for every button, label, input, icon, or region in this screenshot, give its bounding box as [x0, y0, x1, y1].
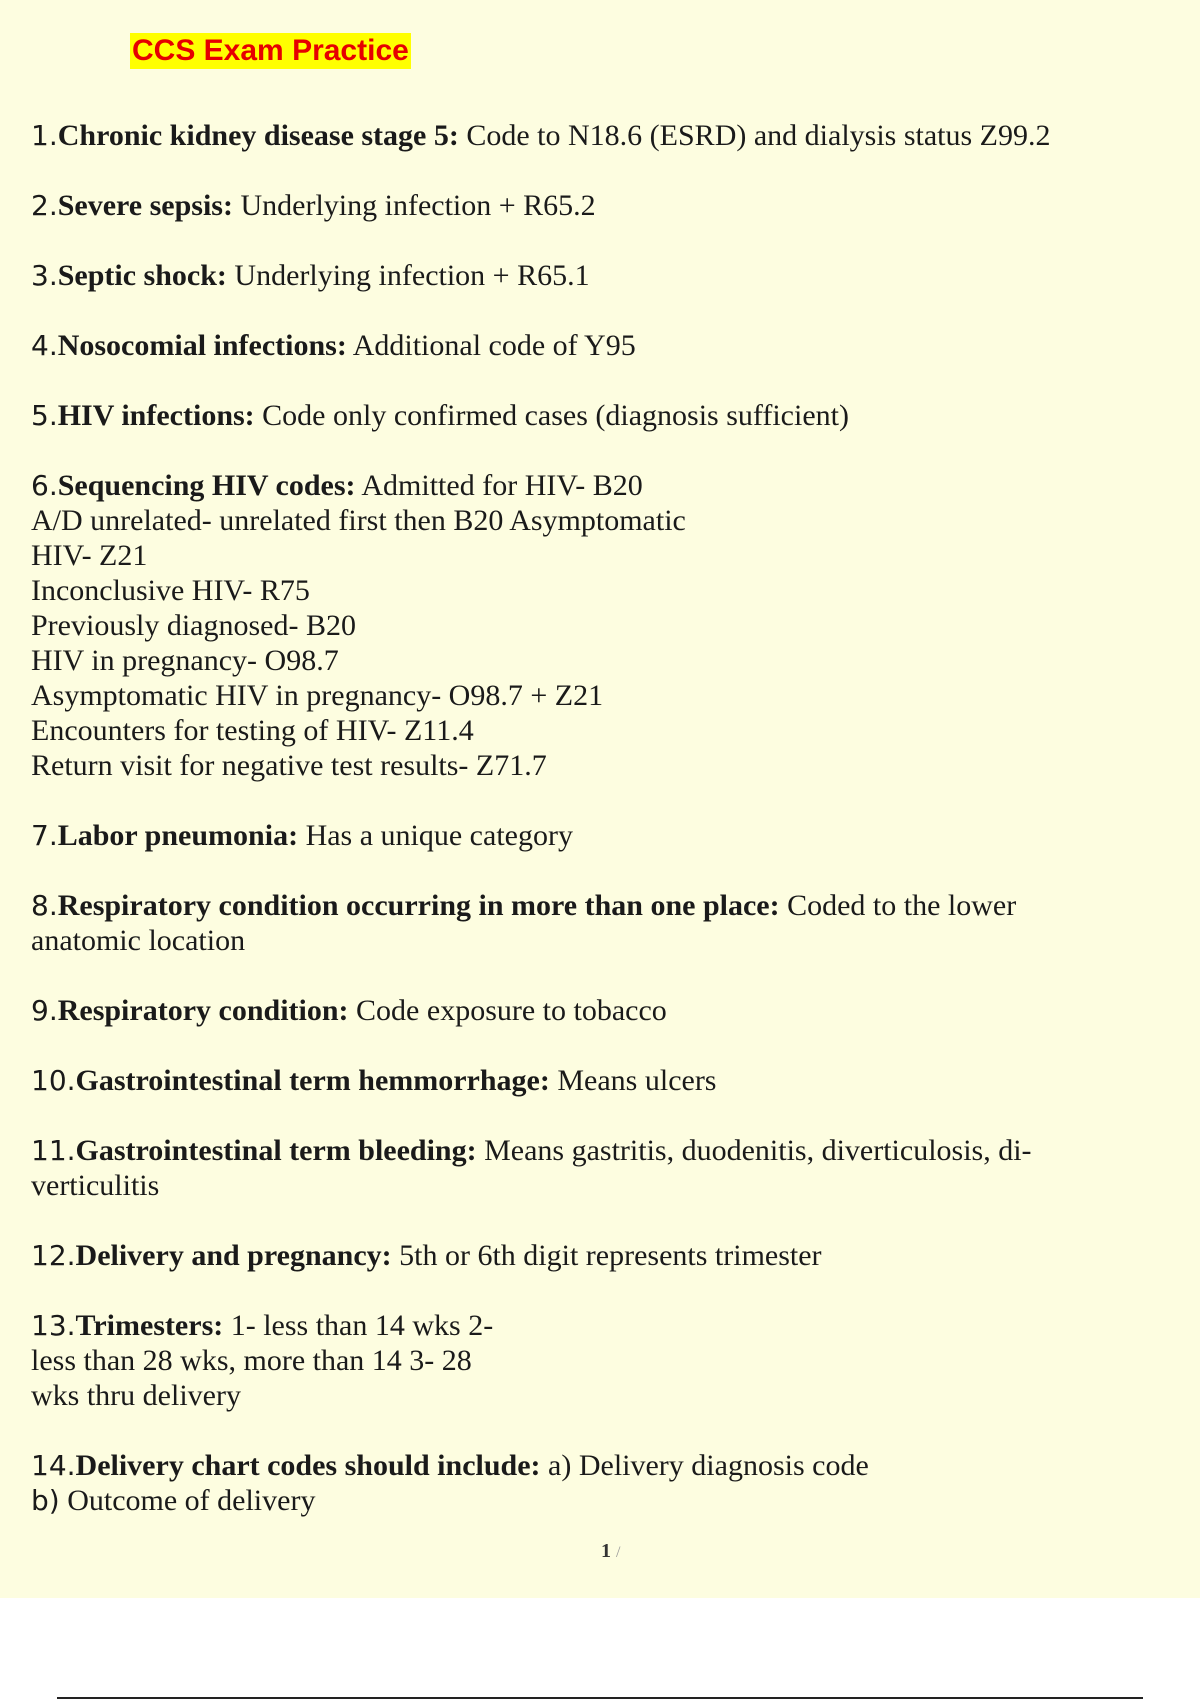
item-number: 8. [31, 889, 58, 922]
item-continuation-line: anatomic location [31, 924, 246, 957]
list-item [31, 1448, 1171, 1518]
page-number-suffix: / [616, 1544, 621, 1561]
item-first-line [31, 1133, 1171, 1168]
item-description: Underlying infection + R65.1 [226, 259, 590, 292]
item-term: Septic shock: [57, 259, 227, 292]
item-number: 14. [31, 1449, 76, 1482]
list-item [31, 398, 1171, 433]
list-item [31, 118, 1171, 153]
list-item [31, 1063, 1171, 1098]
list-item [31, 888, 1171, 958]
list-item [31, 328, 1171, 363]
item-term: Delivery and pregnancy: [75, 1239, 392, 1272]
item-number: 5. [31, 399, 58, 432]
item-continuation-line: HIV in pregnancy- O98.7 [31, 644, 339, 677]
item-description: Code only confirmed cases (diagnosis sufficient) [254, 399, 849, 432]
item-term: Delivery chart codes should include: [75, 1449, 541, 1482]
item-term: Trimesters: [75, 1309, 224, 1342]
item-term: Gastrointestinal term bleeding: [75, 1134, 477, 1167]
item-description: Has a unique category [298, 819, 573, 852]
page-number-value: 1 [601, 1540, 611, 1562]
list-item [31, 1133, 1171, 1203]
footer-divider [57, 1697, 1143, 1699]
page-title: CCS Exam Practice [132, 34, 409, 67]
item-continuation-line: A/D unrelated- unrelated first then B20 Asymptomatic [31, 504, 686, 537]
item-sub-text: Outcome of delivery [59, 1484, 316, 1517]
item-term: Gastrointestinal term hemmorrhage: [75, 1064, 550, 1097]
item-number: 10. [31, 1064, 76, 1097]
item-first-line [31, 888, 1171, 923]
list-item [31, 258, 1171, 293]
item-term: Severe sepsis: [57, 189, 233, 222]
item-number: 11. [31, 1134, 76, 1167]
item-number: 9. [31, 994, 58, 1027]
item-term: HIV infections: [57, 399, 255, 432]
item-number: 3. [31, 259, 58, 292]
item-continuation-line: HIV- Z21 [31, 539, 148, 572]
item-first-line [31, 1448, 1171, 1483]
item-description: Coded to the lower [779, 889, 1017, 922]
item-number: 12. [31, 1239, 76, 1272]
item-number: 6. [31, 469, 58, 502]
item-description: Code exposure to tobacco [348, 994, 667, 1027]
item-number: 1. [31, 119, 58, 152]
list-item [31, 188, 1171, 223]
item-continuation-line: verticulitis [31, 1169, 160, 1202]
item-first-line [31, 1308, 1171, 1343]
item-description: Admitted for HIV- B20 [355, 469, 643, 502]
item-continuation-line: Previously diagnosed- B20 [31, 609, 356, 642]
item-description: a) Delivery diagnosis code [540, 1449, 869, 1482]
item-description: 1- less than 14 wks 2- [223, 1309, 494, 1342]
item-term: Sequencing HIV codes: [57, 469, 356, 502]
item-continuation-line: less than 28 wks, more than 14 3- 28 [31, 1344, 472, 1377]
item-term: Chronic kidney disease stage 5: [57, 119, 459, 152]
item-number: 2. [31, 189, 58, 222]
item-sub-label: b) [31, 1484, 60, 1517]
list-item [31, 993, 1171, 1028]
item-sub-line [31, 1483, 1171, 1518]
item-description: Means ulcers [549, 1064, 717, 1097]
item-continuation-line: Inconclusive HIV- R75 [31, 574, 310, 607]
item-number: 4. [31, 329, 58, 362]
item-first-line [31, 468, 1171, 503]
page-number [601, 1540, 620, 1563]
item-description: Means gastritis, duodenitis, diverticulosis, di- [476, 1134, 1032, 1167]
item-number: 13. [31, 1309, 76, 1342]
item-term: Nosocomial infections: [57, 329, 347, 362]
item-continuation-line: wks thru delivery [31, 1379, 241, 1412]
item-description: Code to N18.6 (ESRD) and dialysis status Z99.2 [458, 119, 1051, 152]
item-number: 7. [31, 819, 58, 852]
list-item [31, 468, 1171, 783]
item-continuation-line: Return visit for negative test results- Z71.7 [31, 749, 547, 782]
item-description: Additional code of Y95 [346, 329, 636, 362]
item-description: Underlying infection + R65.2 [232, 189, 596, 222]
item-continuation-line: Encounters for testing of HIV- Z11.4 [31, 714, 474, 747]
item-term: Respiratory condition: [57, 994, 349, 1027]
item-description: 5th or 6th digit represents trimester [391, 1239, 822, 1272]
content-list [31, 118, 1171, 1518]
item-term: Labor pneumonia: [57, 819, 299, 852]
list-item [31, 818, 1171, 853]
item-continuation-line: Asymptomatic HIV in pregnancy- O98.7 + Z21 [31, 679, 604, 712]
list-item [31, 1238, 1171, 1273]
item-term: Respiratory condition occurring in more than one place: [57, 889, 780, 922]
list-item [31, 1308, 1171, 1413]
